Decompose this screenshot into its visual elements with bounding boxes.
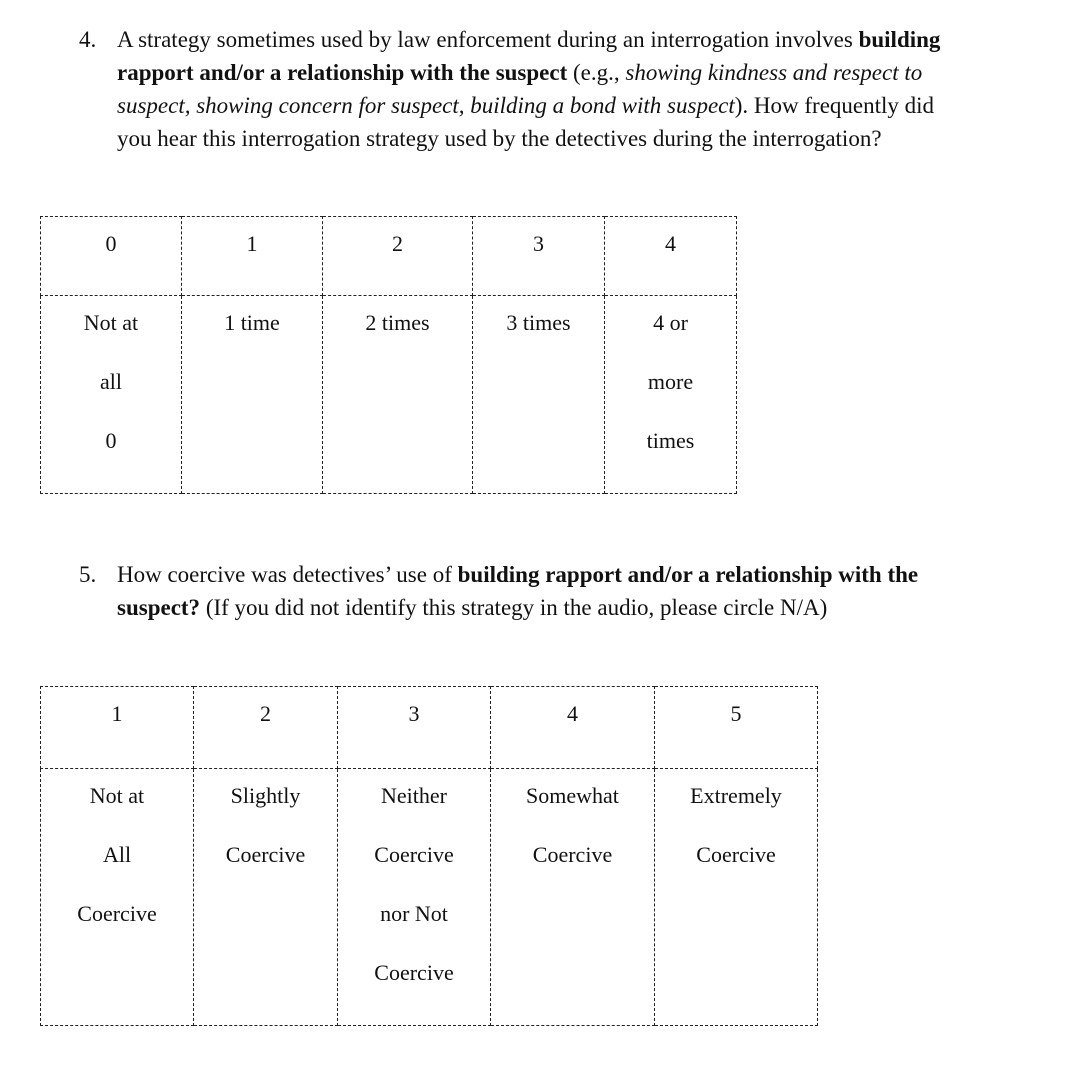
- scale-option-label: [182, 296, 323, 494]
- scale-option-text: 1 time: [224, 310, 280, 335]
- scale-option-text: Extremely: [690, 783, 782, 808]
- scale-option-label: [605, 296, 737, 494]
- scale-value-2: 2: [323, 217, 473, 296]
- scale-option-text: nor Not: [380, 901, 448, 926]
- scale-option-label: [655, 769, 818, 1026]
- scale-value-3: 3: [473, 217, 605, 296]
- scale-value-3: 3: [338, 687, 491, 769]
- question-5-line: [117, 558, 918, 591]
- question-4-line: [117, 89, 940, 122]
- text-run: ). How frequently did: [734, 93, 935, 118]
- text-run: suspect, showing concern for suspect, building a bond with suspect: [117, 93, 735, 118]
- text-run: building: [858, 27, 941, 52]
- scale-option-text: 2 times: [365, 310, 430, 335]
- coercion-scale-table: [40, 686, 818, 1026]
- scale-option-text: Not at: [83, 310, 139, 335]
- text-run: (If you did not identify this strategy in the audio, please circle N/A): [200, 595, 828, 620]
- scale-label-row: [41, 296, 737, 494]
- text-run: you hear this interrogation strategy used by the detectives during the interrogation?: [117, 126, 882, 151]
- scale-option-text: Slightly: [230, 783, 301, 808]
- text-run: suspect?: [117, 595, 201, 620]
- text-run: A strategy sometimes used by law enforcement during an interrogation involves: [117, 27, 859, 52]
- question-5-number: 5.: [79, 562, 97, 587]
- scale-option-text: Neither: [381, 783, 447, 808]
- scale-option-label: [338, 769, 491, 1026]
- question-4-line: [117, 122, 940, 155]
- scale-option-text: all: [100, 369, 122, 394]
- scale-option-label: [41, 296, 182, 494]
- scale-value-1: 1: [41, 687, 194, 769]
- text-run: (e.g.,: [567, 60, 626, 85]
- question-5-text: [117, 558, 918, 624]
- question-4-line: [117, 23, 940, 56]
- scale-value-2: 2: [194, 687, 338, 769]
- scale-option-text: Coercive: [225, 842, 306, 867]
- scale-option-label: [473, 296, 605, 494]
- scale-value-0: 0: [41, 217, 182, 296]
- scale-option-text: Coercive: [696, 842, 776, 867]
- scale-value-4: 4: [491, 687, 655, 769]
- scale-option-text: Coercive: [374, 960, 454, 985]
- question-4-text: [117, 23, 940, 155]
- scale-option-label: [41, 769, 194, 1026]
- question-4-number: 4.: [79, 27, 97, 52]
- scale-option-text: more: [647, 369, 694, 394]
- scale-value-1: 1: [182, 217, 323, 296]
- question-4-line: [117, 56, 940, 89]
- scale-option-text: 3 times: [506, 310, 571, 335]
- scale-option-text: Somewhat: [526, 783, 619, 808]
- scale-option-text: 4 or: [653, 310, 688, 335]
- scale-option-text: Coercive: [374, 842, 454, 867]
- scale-option-text: times: [646, 428, 695, 453]
- scale-option-text: Coercive: [77, 901, 157, 926]
- scale-label-row: [41, 769, 818, 1026]
- question-5-line: [117, 591, 918, 624]
- scale-option-label: [491, 769, 655, 1026]
- scale-value-5: 5: [655, 687, 818, 769]
- scale-option-text: All: [102, 842, 132, 867]
- scale-option-text: Coercive: [532, 842, 613, 867]
- frequency-scale-table: [40, 216, 737, 494]
- scale-value-4: 4: [605, 217, 737, 296]
- scale-option-label: [323, 296, 473, 494]
- scale-header-row: [41, 217, 737, 296]
- scale-option-text: 0: [105, 428, 117, 453]
- scale-option-text: Not at: [89, 783, 145, 808]
- scale-option-label: [194, 769, 338, 1026]
- text-run: showing kindness and respect to: [625, 60, 923, 85]
- text-run: How coercive was detectives’ use of: [117, 562, 458, 587]
- scale-header-row: [41, 687, 818, 769]
- text-run: rapport and/or a relationship with the suspect: [117, 60, 568, 85]
- text-run: building rapport and/or a relationship with the: [457, 562, 919, 587]
